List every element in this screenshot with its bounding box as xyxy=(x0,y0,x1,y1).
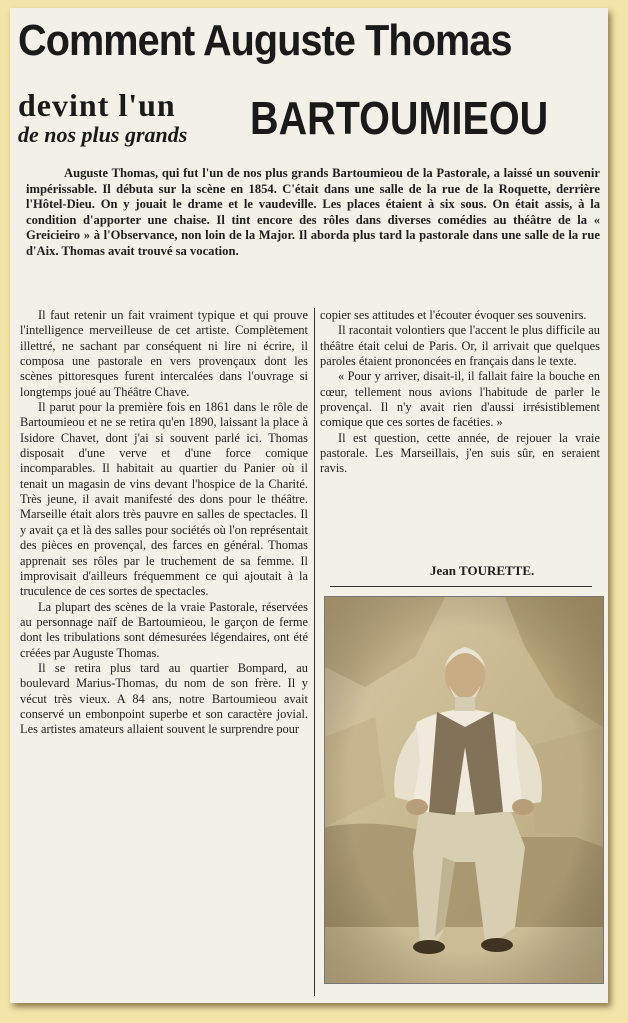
headline-line-3: de nos plus grands xyxy=(18,122,188,147)
headline-line-4: BARTOUMIEOU xyxy=(250,92,549,144)
article-column-left xyxy=(20,308,308,738)
author-signature: Jean TOURETTE. xyxy=(430,563,535,578)
paragraph: Il est question, cette année, de rejouer la vraie pastorale. Les Marseillais, j'en suis sûr, en seraient ravis. xyxy=(320,430,600,476)
paragraph: Il faut retenir un fait vraiment typique et qui prouve l'intelligence merveilleuse de cet artiste. Complètement illettré, ne sachant par conséquent ni lire ni écrire, il composa une pastorale en vers provençaux dont les scènes pittoresques furent intercalées dans l'ouvrage si longtemps joué au Théâtre Chave. xyxy=(20,308,308,399)
column-divider xyxy=(314,308,315,996)
paragraph: La plupart des scènes de la vraie Pastorale, réservées au personnage naïf de Bartoumieou, le garçon de ferme dont les tribulations sont démesurées légendaires, ont été créées par Auguste Thomas. xyxy=(20,599,308,660)
paragraph: Il racontait volontiers que l'accent le plus difficile au théâtre était celui de Paris. Or, il arrivait que quelques paroles étaient prononcées en français dans le texte. xyxy=(320,323,600,369)
newspaper-clipping xyxy=(10,8,608,1003)
headline-line-1: Comment Auguste Thomas xyxy=(18,16,512,65)
article-column-right xyxy=(320,308,600,477)
paragraph: Il se retira plus tard au quartier Bompard, au boulevard Marius-Thomas, du nom de son frère. Il y vécut très vieux. A 84 ans, notre Bartoumieou avait conservé un embonpoint superbe et son caractère jovial. Les artistes amateurs allaient souvent le surprendre pour xyxy=(20,660,308,737)
signature-rule xyxy=(330,586,592,587)
portrait-photo xyxy=(324,596,604,984)
paragraph: Il parut pour la première fois en 1861 dans le rôle de Bartoumieou et ne se retira qu'en 1890, laissant la place à Isidore Chavet, dont j'ai si souvent parlé ici. Thomas disposait d'une verve et d'une force comique incomparables. Il habitait au quartier du Panier où il tenait un magasin de vins devant l'hospice de la Charité. Très jeune, il avait manifesté des dons pour le théâtre. Marseille était alors très pauvre en salles de spectacles. Il y avait ça et là des salles pour sociétés où l'on représentait des pièces en provençal, des farces en général. Thomas apprenait ses rôles par le truchement de sa femme. Il improvisait d'ailleurs fréquemment ce qui ajoutait à la truculence de ces sortes de spectacles. xyxy=(20,400,308,599)
headline-line-2: devint l'un xyxy=(18,87,176,123)
intro-paragraph: Auguste Thomas, qui fut l'un de nos plus grands Bartoumieou de la Pastorale, a laissé un souvenir impérissable. Il débuta sur la scène en 1854. C'était dans une salle de la rue de la Roquette, derrière l'Hôtel-Dieu. On y jouait le drame et le vaudeville. Les places étaient à six sous. On était assis, à la condition d'apporter une chaise. Il tint encore des rôles dans diverses comédies au théâtre de la « Greicieiro » à l'Observance, non loin de la Major. Il aborda plus tard la pastorale dans une salle de la rue d'Aix. Thomas avait trouvé sa vocation. xyxy=(26,166,600,258)
paragraph: « Pour y arriver, disait-il, il fallait faire la bouche en cœur, tellement nous avions l'habitude de parler le provençal. Il n'y avait rien d'aussi irrésistiblement comique que ces sortes de facéties. » xyxy=(320,369,600,430)
paragraph: copier ses attitudes et l'écouter évoquer ses souvenirs. xyxy=(320,308,587,322)
